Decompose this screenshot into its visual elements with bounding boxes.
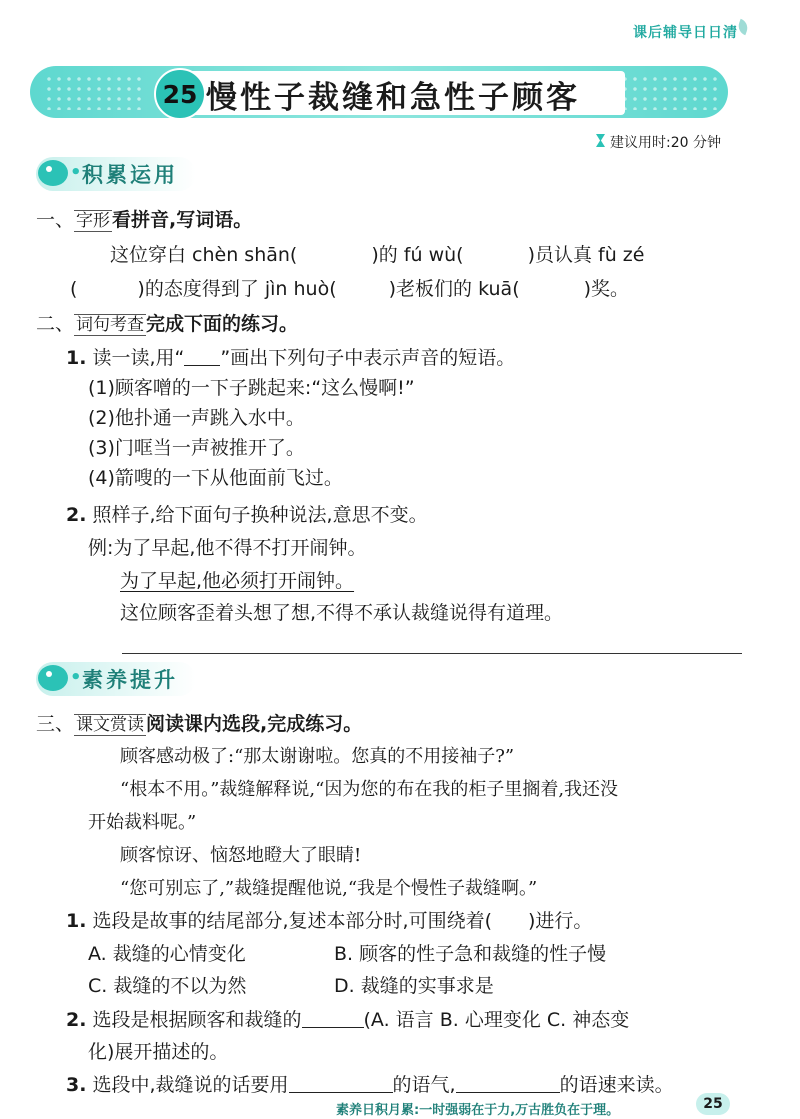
banner-pattern: [620, 74, 720, 110]
bullet-dot: •: [70, 162, 82, 183]
example-answer: 为了早起,他必须打开闹钟。: [120, 570, 355, 592]
answer-blank[interactable]: [289, 1074, 393, 1093]
q3-sub-2-cont: 化)展开描述的。: [88, 1041, 229, 1063]
option-b: B. 顾客的性子急和裁缝的性子慢: [334, 943, 607, 965]
question-3-heading: 三、 课文赏读 阅读课内选段,完成练习。: [36, 713, 363, 735]
passage-paragraph: “您可别忘了,”裁缝提醒他说,“我是个慢性子裁缝啊。”: [120, 878, 538, 899]
answer-line[interactable]: [122, 653, 742, 654]
rewrite-task: 这位顾客歪着头想了想,不得不承认裁缝说得有道理。: [120, 602, 564, 624]
footer-motto: 素养日积月累:一时强弱在于力,万古胜负在于理。: [336, 1103, 620, 1118]
passage-paragraph: “根本不用。”裁缝解释说,“因为您的布在我的柜子里搁着,我还没: [120, 779, 619, 800]
q3-sub-1: 1. 选段是故事的结尾部分,复述本部分时,可围绕着( )进行。: [66, 910, 593, 932]
q3-sub-3: 3. 选段中,裁缝说的话要用 的语气, 的语速来读。: [66, 1074, 674, 1096]
suggested-time: 建议用时:20 分钟: [610, 135, 721, 151]
sentence-item: (4)箭嗖的一下从他面前飞过。: [88, 467, 343, 489]
example-sentence: 例:为了早起,他不得不打开闹钟。: [88, 537, 367, 559]
question-tag: 字形: [76, 211, 111, 231]
question-tag: 词句考查: [76, 315, 145, 335]
series-title: 课后辅导日日清: [633, 25, 738, 41]
option-a: A. 裁缝的心情变化: [88, 943, 246, 965]
page-number: 25: [696, 1093, 730, 1115]
lesson-title: 慢性子裁缝和急性子顾客: [206, 80, 580, 116]
answer-blank[interactable]: [456, 1074, 560, 1093]
sentence-item: (3)门哐当一声被推开了。: [88, 437, 305, 459]
sentence-item: (2)他扑通一声跳入水中。: [88, 407, 305, 429]
q2-part-1: 1. 读一读,用“ ”画出下列句子中表示声音的短语。: [66, 347, 516, 369]
section-title-accumulate: 积累运用: [82, 163, 178, 187]
leaf-icon: [736, 19, 750, 36]
question-2-heading: 二、 词句考查 完成下面的练习。: [36, 313, 299, 335]
lesson-number: 25: [154, 68, 206, 120]
passage-paragraph: 开始裁料呢。”: [88, 812, 197, 833]
passage-paragraph: 顾客感动极了:“那太谢谢啦。您真的不用接袖子?”: [120, 746, 515, 767]
pinyin-line-1: 这位穿白 chèn shān( )的 fú wù( )员认真 fù zé: [110, 244, 645, 266]
bullet-dot: •: [70, 667, 82, 688]
option-c: C. 裁缝的不以为然: [88, 975, 247, 997]
pinyin-line-2: ( )的态度得到了 jìn huò( )老板们的 kuā( )奖。: [70, 278, 630, 300]
banner-pattern: [44, 74, 144, 110]
answer-blank[interactable]: [302, 1009, 364, 1028]
passage-paragraph: 顾客惊讶、恼怒地瞪大了眼睛!: [120, 845, 362, 866]
underline-sample: [184, 347, 220, 366]
hourglass-icon: [596, 134, 605, 147]
mascot-icon: [38, 160, 68, 186]
question-1-heading: 一、 字形 看拼音,写词语。: [36, 209, 253, 231]
mascot-icon: [38, 665, 68, 691]
q2-part-2: 2. 照样子,给下面句子换种说法,意思不变。: [66, 504, 428, 526]
question-tag: 课文赏读: [76, 715, 145, 735]
q3-sub-2: 2. 选段是根据顾客和裁缝的 (A. 语言 B. 心理变化 C. 神态变: [66, 1009, 630, 1031]
sentence-item: (1)顾客噌的一下子跳起来:“这么慢啊!”: [88, 377, 415, 399]
section-title-improve: 素养提升: [82, 668, 178, 692]
option-d: D. 裁缝的实事求是: [334, 975, 494, 997]
